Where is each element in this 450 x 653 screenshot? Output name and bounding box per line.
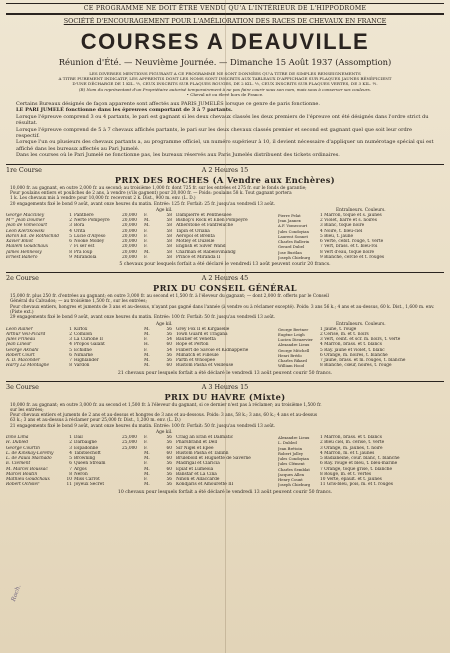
pedigree: Filibert de Savoie et Kidnapperie bbox=[176, 347, 249, 353]
horse-name: Tabitsechoft bbox=[74, 450, 101, 456]
weight: 58 bbox=[166, 254, 172, 260]
runner-number: 8 bbox=[69, 471, 72, 477]
info-line: (R) Nom du représentant d'un Propriétaire autorisé temporairement à ne pas faire courir sous son nom, mais sous à conserver ses couleurs. bbox=[78, 86, 372, 92]
owner-name: L. de Kinskay-Loremy bbox=[6, 450, 54, 456]
handwritten-annotation: Roch. bbox=[10, 583, 23, 603]
sale-price: 20,000 bbox=[122, 239, 138, 245]
pedigree: Rustom Pasha et Veilleuse bbox=[176, 363, 234, 369]
weight: 60 bbox=[166, 456, 172, 462]
runner-number: 5 bbox=[69, 233, 72, 239]
sale-price: 20,000 bbox=[122, 244, 138, 250]
condition-line: 15,000 fr. plus 250 fr. d'entrées au gagnant; en outre 3,000 fr. au second et 1,500 fr. à l'éleveur du gagnant; — dont 2,000 fr. offerts par le Conseil bbox=[10, 294, 329, 300]
condition-line: Général du Calvados; — au troisième 1,500 fr., sur les entrées; bbox=[10, 299, 147, 305]
racing-colours: 5 Badianeine, cour. blanc, t. blanche bbox=[320, 456, 400, 462]
weight: 56 bbox=[166, 358, 172, 364]
horse-sex: M. bbox=[144, 218, 150, 224]
weight: 56 bbox=[166, 461, 172, 467]
racing-colours: 3 Vert, ceint. et scr. m. noirs, t. verte bbox=[320, 337, 401, 343]
racing-colours: 9 Blanche, cercle et t. rouges bbox=[320, 254, 385, 260]
note-line: Lorsque l'épreuve comprend de 5 à 7 chevaux affichés partants, le pari sur les deux chevaux classés premier et second est gagnant quel que soit leur ordre respectif. bbox=[16, 126, 413, 140]
owner-name: Dino Lima bbox=[6, 435, 29, 441]
runner-number: 2 bbox=[69, 218, 72, 224]
owner-name: M. Marcel Boussac bbox=[6, 466, 48, 472]
racing-colours: 2 Cerise, m. et t. noirs bbox=[320, 331, 369, 337]
owner-name: E. Clément bbox=[6, 461, 31, 467]
sale-price: 20,000 bbox=[122, 223, 138, 229]
owner-name: Jean Linear bbox=[6, 342, 32, 348]
condition-line: sur les entrées; bbox=[10, 407, 44, 413]
runner-number: 8 bbox=[69, 249, 72, 255]
horse-name: Mirandola bbox=[74, 254, 97, 260]
weight: 56 bbox=[166, 482, 172, 488]
trainer-name: Charles Semblat bbox=[278, 466, 310, 472]
pedigree: Bishop's Rock et Ellen Pompeyre bbox=[176, 218, 248, 224]
pedigree: Banstar et La Cina bbox=[176, 471, 217, 477]
weight: 56 bbox=[166, 440, 172, 446]
runner-number: 3 bbox=[69, 337, 72, 343]
race-number: 2e Course bbox=[6, 274, 39, 283]
owner-name: Baron Ed. de Rothschild bbox=[6, 233, 59, 239]
race-footer: 10 chevaux pour lesquels forfait a été déclaré le vendredi 13 août peuvent courir 50 francs. bbox=[117, 489, 333, 495]
trainer-name: Joseph Chieburg bbox=[278, 254, 311, 260]
weight: 58 bbox=[166, 249, 172, 255]
trainer-name: Jules Condoyian bbox=[278, 456, 310, 462]
pedigree: Rope et Pertoli bbox=[176, 342, 209, 348]
pedigree: Bautier et Venetta bbox=[176, 337, 216, 343]
racing-colours: 8 Blanche, cœur, noires, t. rouge bbox=[320, 363, 392, 369]
weight: 54 bbox=[166, 337, 172, 343]
owner-name: Arthur Veil-Picard bbox=[6, 331, 46, 337]
horse-sex: F. bbox=[144, 445, 148, 451]
pedigree: Aéropol et Brenta bbox=[176, 233, 215, 239]
owner-name: George Maccliley bbox=[6, 212, 45, 218]
weight: 58 bbox=[166, 228, 172, 234]
horse-sex: F. bbox=[144, 461, 148, 467]
col-trainers-colours: Entraîneurs. Couleurs. bbox=[336, 207, 386, 213]
pedigree: Epiaf et Luméoia bbox=[176, 466, 214, 472]
note-line: Lorsque l'épreuve comprend 3 ou 4 partants, le pari est gagnant si les deux chevaux classés les deux premiers de l'épreuve ont été désignés dans l'ordre strict du résultat. bbox=[16, 113, 429, 127]
horse-name: Browning bbox=[74, 456, 96, 462]
trainer-name: Jose Bustlan bbox=[278, 249, 302, 255]
runner-number: 6 bbox=[69, 352, 72, 358]
weight: 58 bbox=[166, 239, 172, 245]
horse-sex: F. bbox=[144, 233, 148, 239]
owner-name: L. de Paula Machado bbox=[6, 456, 52, 462]
info-line: • Cheval né ou élevé hors de France. bbox=[186, 91, 264, 97]
pedigree: Motley et Duzelle bbox=[176, 239, 215, 245]
trainer-name: Joseph Chieburg bbox=[278, 482, 311, 488]
note-line: LE PARI JUMELÉ fonctionne dans les épreuves comportant de 3 à 7 partants. bbox=[16, 107, 233, 114]
horse-name: Dail bbox=[74, 435, 83, 441]
horse-sex: F. bbox=[144, 477, 148, 483]
horse-sex: F. bbox=[144, 244, 148, 250]
horse-sex: F. bbox=[144, 228, 148, 234]
trainer-name: Laurent Sonnet bbox=[278, 233, 309, 239]
horse-name: Bora bbox=[74, 223, 85, 229]
owner-name: Léon Klerzkowski bbox=[6, 228, 45, 234]
pedigree: Charman et Rabelovinandg bbox=[176, 249, 236, 255]
owner-name: Mallem Goudchaux bbox=[6, 244, 49, 250]
trainer-name: William Hood bbox=[278, 363, 305, 369]
horse-sex: M. bbox=[144, 223, 150, 229]
racing-colours: 8 Vert d'eau, toque noire bbox=[320, 249, 375, 255]
race-name: PRIX DU CONSEIL GÉNÉRAL bbox=[153, 283, 297, 294]
racing-colours: 10 Verte, épault. et t. jaunes bbox=[320, 477, 382, 483]
info-line: D'UNE DÉCHARGE DE 1 KIL. ½, CEUX INSCRITS SUR PLAQUES ROUGES, DE 2 KIL. ½, CEUX INSCRITS SUR PLAQUES VERTES, DE 3 KIL. ½. bbox=[72, 81, 378, 87]
weight: 56 bbox=[166, 326, 172, 332]
page-title: COURSES A DEAUVILLE bbox=[80, 29, 370, 54]
runner-number: 7 bbox=[69, 244, 72, 250]
pedigree: Madrigal et Claricia bbox=[176, 461, 220, 467]
pedigree: Dampierre et Penthésilée bbox=[176, 212, 232, 218]
horse-sex: M. bbox=[144, 358, 150, 364]
race-number: 3e Course bbox=[6, 382, 39, 391]
trainer-name: George Mitchell bbox=[278, 347, 310, 353]
trainer-name: Alexandre Lieux bbox=[278, 342, 310, 348]
pedigree: Prince et Miranda II bbox=[176, 254, 221, 260]
sale-price: 25,000 bbox=[122, 435, 138, 441]
condition-line: 21 engagements fixé le bond 9 août, avant onze heures du matin. Entrée: 100 fr. Forfait: 50 fr. jusqu'au vendredi 13 août. bbox=[10, 423, 276, 429]
horse-name: Néron bbox=[74, 471, 88, 477]
race-time: A 2 Heures 15 bbox=[201, 165, 249, 174]
sale-price bbox=[122, 482, 144, 487]
trainer-name: L. Dubled bbox=[278, 440, 297, 446]
owner-name: Xavier Biliot bbox=[6, 239, 33, 245]
pedigree: Kondjaris et Amourette III bbox=[176, 482, 234, 488]
racing-colours: 4 Marron, m. et t. jaunes bbox=[320, 450, 375, 456]
runner-number: 9 bbox=[69, 254, 72, 260]
horse-sex: M. bbox=[144, 352, 150, 358]
weight: 58 bbox=[166, 212, 172, 218]
horse-name: Pra loup bbox=[74, 249, 93, 255]
info-line: LES DIVERSES MENTIONS FIGURANT A CE PROGRAMME NE SONT DONNÉES QU'A TITRE DE SIMPLES RENSEIGNEMENTS bbox=[89, 71, 361, 76]
race-name: PRIX DU HAVRE (Mixte) bbox=[164, 391, 286, 402]
horse-name: La Curione II bbox=[74, 337, 103, 343]
horse-sex: F. bbox=[144, 239, 148, 245]
runner-number: 10 bbox=[66, 477, 72, 483]
runner-number: 5 bbox=[69, 347, 72, 353]
horse-sex: M. bbox=[144, 466, 150, 472]
weight: 56 bbox=[166, 352, 172, 358]
sale-price: 20,000 bbox=[122, 228, 138, 234]
sale-price: 20,000 bbox=[122, 254, 138, 260]
col-age-kil: Age kil. bbox=[156, 430, 173, 436]
racing-colours: 7 Jaune, brass. et m. rouges, t. blanche bbox=[320, 358, 406, 364]
owner-name: H. Dubled bbox=[6, 440, 29, 446]
weight: 60 bbox=[166, 445, 172, 451]
condition-line: 1 k. Les chevaux mis à vendre pour 10,000 fr. recevront 2 k. Dist., 900 m. env. (L. D.) bbox=[10, 196, 196, 202]
runner-number: 7 bbox=[69, 358, 72, 364]
horse-name: Propos Galant bbox=[74, 342, 105, 348]
runner-number: 4 bbox=[69, 342, 72, 348]
horse-name: Orita bbox=[74, 228, 86, 234]
horse-name: Espadonne bbox=[74, 445, 99, 451]
owner-name: Ernest Ballero bbox=[6, 254, 38, 260]
horse-sex: H. bbox=[144, 342, 150, 348]
racing-colours: 6 Verte, cebit. rouge, t. verte bbox=[320, 239, 384, 245]
racing-colours: 1 Marron, brass. et t. blancs bbox=[320, 435, 382, 441]
condition-line: 29 engagements fixé le bond 9 août, avant onze heures du matin. Entrée: 100 fr. Forfait: 50 fr. jusqu'au vendredi 13 août. bbox=[10, 315, 276, 321]
runner-number: 3 bbox=[69, 445, 72, 451]
condition-line: Pour poulains entiers et pouliches de 2 ans, à vendre (s'ils gagnent) pour 20,000 fr. — Poids: poulains 58 k. Tout gagnant portera bbox=[10, 190, 292, 196]
weight: 56 bbox=[166, 435, 172, 441]
weight: 60 bbox=[166, 466, 172, 472]
racing-colours: 8 Rouge, m. et t. vertes bbox=[320, 471, 372, 477]
condition-line: 10,000 fr. au gagnant, en outre 2,000 fr. au second; au troisième 1,000 fr. dont 725 fr. sur les entrées et 275 fr. sur le fonds de garantie; bbox=[10, 185, 307, 191]
weight: 56 bbox=[166, 331, 172, 337]
horse-sex: M. bbox=[144, 482, 150, 488]
owner-name: Léon Rainer bbox=[6, 326, 33, 332]
horse-name: Queen Stream bbox=[74, 461, 106, 467]
pedigree: Ninon et Allaccarde bbox=[176, 477, 220, 483]
horse-name: Vardon bbox=[74, 363, 90, 369]
racing-colours: 3 Orange, m. jaunes, t. noire bbox=[320, 445, 383, 451]
horse-name: Argos bbox=[74, 466, 87, 472]
trainer-name: Pierre Pelat bbox=[278, 212, 301, 218]
pedigree: Brulebold et Huguette de Saverne bbox=[176, 456, 251, 462]
horse-sex: M. bbox=[144, 456, 150, 462]
racing-colours: 4 Noire, t. bleu-ciel bbox=[320, 228, 363, 234]
weight: 60 bbox=[166, 363, 172, 369]
horse-sex: F. bbox=[144, 212, 148, 218]
horse-sex: M. bbox=[144, 331, 150, 337]
condition-line: 63 k.; 3 ans et au-dessus à réclamer pour 25,000 fr. Dist., 1,200 m. env. (L. D.) bbox=[10, 418, 181, 424]
runner-number: 8 bbox=[69, 363, 72, 369]
pedigree: Pharsbrand et Dell bbox=[176, 440, 218, 446]
weight: 60 bbox=[166, 450, 172, 456]
condition-line: 10,000 fr. au gagnant; en outre 3,000 fr. au second et 1,500 fr. à l'éleveur du gagnant, si ce dernier n'est pas à réclamer; au troisième 1,500 fr. bbox=[10, 402, 322, 408]
note-line: Dans les courses où le Pari Jumelé ne fonctionne pas, les bureaux réservés aux Paris Jumelés distribuent des tickets ordinaires. bbox=[16, 152, 340, 159]
racing-colours: 5 Bleu, t. jaune bbox=[320, 233, 354, 239]
horse-name: Miss Carrot bbox=[74, 477, 100, 483]
sale-price: 20,000 bbox=[122, 233, 138, 239]
racing-colours: 7 Orange, toque grise, t. blanche bbox=[320, 466, 393, 472]
pedigree: Parth et Whoopee bbox=[176, 358, 216, 364]
owner-name: George Aknahl bbox=[6, 347, 39, 353]
sale-price: 25,000 bbox=[122, 440, 138, 446]
runner-number: 1 bbox=[69, 212, 72, 218]
runner-number: 2 bbox=[69, 440, 72, 446]
horse-sex: M. bbox=[144, 363, 150, 369]
horse-name: Fi ser est bbox=[74, 244, 95, 250]
race-time: A 3 Heures 15 bbox=[201, 382, 249, 391]
racing-colours: 11 Gris-bleu, pois, m. et t. rouges bbox=[320, 482, 393, 488]
racing-colours: 1 Marron, toque et s. jaunes bbox=[320, 212, 382, 218]
runner-number: 6 bbox=[69, 239, 72, 245]
pedigree: Mimatch et Filleule bbox=[176, 352, 219, 358]
horse-sex: F. bbox=[144, 254, 148, 260]
trainer-name: Jean Brétoin bbox=[278, 445, 303, 451]
horse-name: Nooke Molley bbox=[74, 239, 105, 245]
trainer-name: Henri Brédo bbox=[278, 352, 302, 358]
pedigree: Sir Nigel et Epée bbox=[176, 445, 214, 451]
weight: 60 bbox=[166, 342, 172, 348]
trainer-name: Jacques Allen bbox=[278, 471, 305, 477]
horse-sex: M. bbox=[144, 450, 150, 456]
trainer-name: Lucien Dieuzevier bbox=[278, 337, 313, 343]
weight: 54 bbox=[166, 347, 172, 353]
runner-number: 4 bbox=[69, 450, 72, 456]
runner-number: 7 bbox=[69, 466, 72, 472]
condition-line: Pour chevaux entiers et juments de 2 ans et au-dessus et hongres de 3 ans et au-dessous. Poids: 3 ans, 58 k.; 3 ans, 60 k.; 4 ans et au-dessus bbox=[10, 413, 318, 419]
col-age-kil: Age kil. bbox=[156, 321, 173, 327]
race-number: 1re Course bbox=[6, 165, 42, 174]
race-name: PRIX DES ROCHES (A Vendre aux Enchères) bbox=[114, 174, 336, 185]
racing-colours: 1 Jaune, t. rouge bbox=[320, 326, 357, 332]
col-age-kil: Age kil. bbox=[156, 207, 173, 213]
runner-number: 1 bbox=[69, 435, 72, 441]
horse-name: Nerte Pompeyre bbox=[74, 218, 110, 224]
horse-name: Panthère bbox=[74, 212, 94, 218]
racing-colours: 2 Bleu ciel, m. cerise, t. verte bbox=[320, 440, 385, 446]
weight: 58 bbox=[166, 218, 172, 224]
weight: 56 bbox=[166, 471, 172, 477]
sale-price: 20,000 bbox=[122, 249, 138, 255]
trainer-name: Gerard Dubel bbox=[278, 244, 305, 250]
runner-number: 3 bbox=[69, 223, 72, 229]
top-notice: CE PROGRAMME NE DOIT ÊTRE VENDU QU'A L'INTÉRIEUR DE L'HIPPODROME bbox=[83, 5, 367, 12]
horse-name: Darbaigne bbox=[74, 440, 97, 446]
trainer-name: Robert Jolley bbox=[278, 450, 303, 456]
paper-fold-line bbox=[225, 0, 226, 653]
horse-sex: F. bbox=[144, 337, 148, 343]
runner-number: 6 bbox=[69, 461, 72, 467]
trainer-name: Eugène Leigh bbox=[278, 331, 305, 337]
sale-price bbox=[122, 363, 144, 368]
pedigree: English et Silver Wand bbox=[176, 244, 226, 250]
society-name: SOCIÉTÉ D'ENCOURAGEMENT POUR L'AMÉLIORATION DES RACES DE CHEVAUX EN FRANCE bbox=[63, 17, 387, 25]
sale-price: 20,000 bbox=[122, 218, 138, 224]
trainer-name: Jean Jannex bbox=[278, 218, 301, 224]
horse-sex: M. bbox=[144, 249, 150, 255]
pedigree: Town Guard et Tragana bbox=[176, 331, 228, 337]
pedigree: Grey Fox II et Kirgaselle bbox=[176, 326, 230, 332]
owner-name: Mathieu Goudchaux bbox=[6, 477, 50, 483]
horse-name: Highlander bbox=[74, 358, 99, 364]
note-line: Certains Bureaux désignés de façon apparente sont affectés aux PARIS JUMELÉS lorsque ce genre de paris fonctionne. bbox=[16, 101, 320, 108]
owner-name: Jules Frineau bbox=[6, 337, 36, 343]
runner-number: 11 bbox=[66, 482, 72, 488]
racing-colours: 2 Violet, barre et s. noires bbox=[320, 218, 377, 224]
col-trainers-colours: Entraîneurs. Couleurs. bbox=[336, 321, 386, 327]
owner-name: Robert Ochsler bbox=[6, 482, 40, 488]
trainer-name: Charles Rikard bbox=[278, 358, 307, 364]
horse-name: Joyeux Secret bbox=[74, 482, 105, 488]
weight: 58 bbox=[166, 223, 172, 229]
trainer-name: Jules Clément bbox=[278, 461, 305, 467]
runner-number: 5 bbox=[69, 456, 72, 462]
runner-number: 4 bbox=[69, 228, 72, 234]
horse-sex: M. bbox=[144, 326, 150, 332]
race-time: A 2 Heures 45 bbox=[201, 274, 249, 283]
horse-name: Echidne bbox=[74, 347, 92, 353]
owner-name: Harry La Montagne bbox=[6, 363, 50, 369]
trainer-name: A.F. Vomecourt bbox=[278, 223, 308, 229]
owner-name: Jean de Vomecourt bbox=[6, 223, 48, 229]
note-line: Lorsque l'un ou plusieurs des chevaux partants a, au programme officiel, un numéro supérieur à 10, il devient nécessaire d'appliquer un numérotage spécial qui est affiché dans les bureaux affectés au Pari Jumelé. bbox=[16, 139, 434, 152]
runner-number: 2 bbox=[69, 331, 72, 337]
owner-name: A. D. Maconder bbox=[6, 358, 40, 364]
page-subtitle: Réunion d'Été. — Neuvième Journée. — Dimanche 15 Août 1937 (Assomption) bbox=[58, 57, 392, 67]
pedigree: Tapin et Oriana bbox=[176, 228, 210, 234]
condition-line: 20 engagements fixé le bond 9 août, avant onze heures du matin. Entrée: 125 fr. Forfait: 25 fr. jusqu'au vendredi 13 août. bbox=[10, 201, 276, 207]
horse-name: Comilon bbox=[74, 331, 93, 337]
owner-name: George Courtin bbox=[6, 445, 40, 451]
pedigree: Atherstone et Fanfreluche bbox=[176, 223, 234, 229]
horse-sex: F. bbox=[144, 435, 148, 441]
horse-sex: F. bbox=[144, 440, 148, 446]
trainer-name: Charles Ballerin bbox=[278, 239, 310, 245]
trainer-name: Alexandre Lieux bbox=[278, 435, 310, 441]
pedigree: Rustom Pasha et Tallinn bbox=[176, 450, 229, 456]
owner-name: M™ Jean Doumer bbox=[6, 218, 45, 224]
racing-colours: 6 Ray. rouge et bleu, t. bleu-marine bbox=[320, 461, 398, 467]
owner-name: Marcel Boutin bbox=[6, 471, 38, 477]
race-footer: 5 chevaux pour lesquels forfait a été déclaré le vendredi 13 août peuvent courir 20 francs. bbox=[119, 262, 331, 268]
weight: 58 bbox=[166, 233, 172, 239]
trainer-name: Jules Condoyian bbox=[278, 228, 310, 234]
racing-colours: 7 Vert, brass. et t. bleu-roi bbox=[320, 244, 378, 250]
horse-name: Kirfox bbox=[74, 326, 88, 332]
trainer-name: George Bertner bbox=[278, 326, 309, 332]
racing-colours: 4 Marron, brass. et t. blancs bbox=[320, 342, 382, 348]
horse-sex: M. bbox=[144, 471, 150, 477]
info-line: A TITRE PUREMENT INDICATIF, LES APPRENTIS DONT LES NOMS SONT INSCRITS AUX TABLEAUX D'AFFICHAGE SUR PLAQUES JAUNES BÉNÉFICIENT bbox=[58, 76, 392, 82]
weight: 58 bbox=[166, 244, 172, 250]
sale-price: 25,000 bbox=[122, 445, 138, 451]
racing-colours: 5 Ray. jaune et violet, t. blanc bbox=[320, 347, 385, 353]
horse-sex: F. bbox=[144, 347, 148, 353]
horse-name: Nimarke bbox=[74, 352, 93, 358]
weight: 56 bbox=[166, 477, 172, 483]
horse-name: Lucie d'Alyeso bbox=[74, 233, 106, 239]
owner-name: Robert Court bbox=[6, 352, 35, 358]
trainer-name: Henry Count bbox=[278, 477, 303, 483]
runner-number: 1 bbox=[69, 326, 72, 332]
owner-name: James Hennessy bbox=[6, 249, 42, 255]
racing-colours: 3 Blanc, toque noire bbox=[320, 223, 365, 229]
race-footer: 21 chevaux pour lesquels forfait a été déclaré le vendredi 13 août peuvent courir 50 francs. bbox=[117, 370, 333, 376]
sale-price: 20,000 bbox=[122, 212, 138, 218]
condition-line: Pour chevaux entiers, hongres et juments de 3 ans et au-dessus, n'ayant pas gagné dans l'année (à vendre ou à réclamer excepté). Poids: 3 ans 56 k.; 4 ans et au-dessus, 60 k. Dist., 1,600 m. env. (Piste ext.) bbox=[10, 304, 435, 315]
racing-colours: 6 Orange, m. noires, t. blanche bbox=[320, 352, 388, 358]
pedigree: Craig an Eran et Dalmatic bbox=[176, 435, 234, 441]
